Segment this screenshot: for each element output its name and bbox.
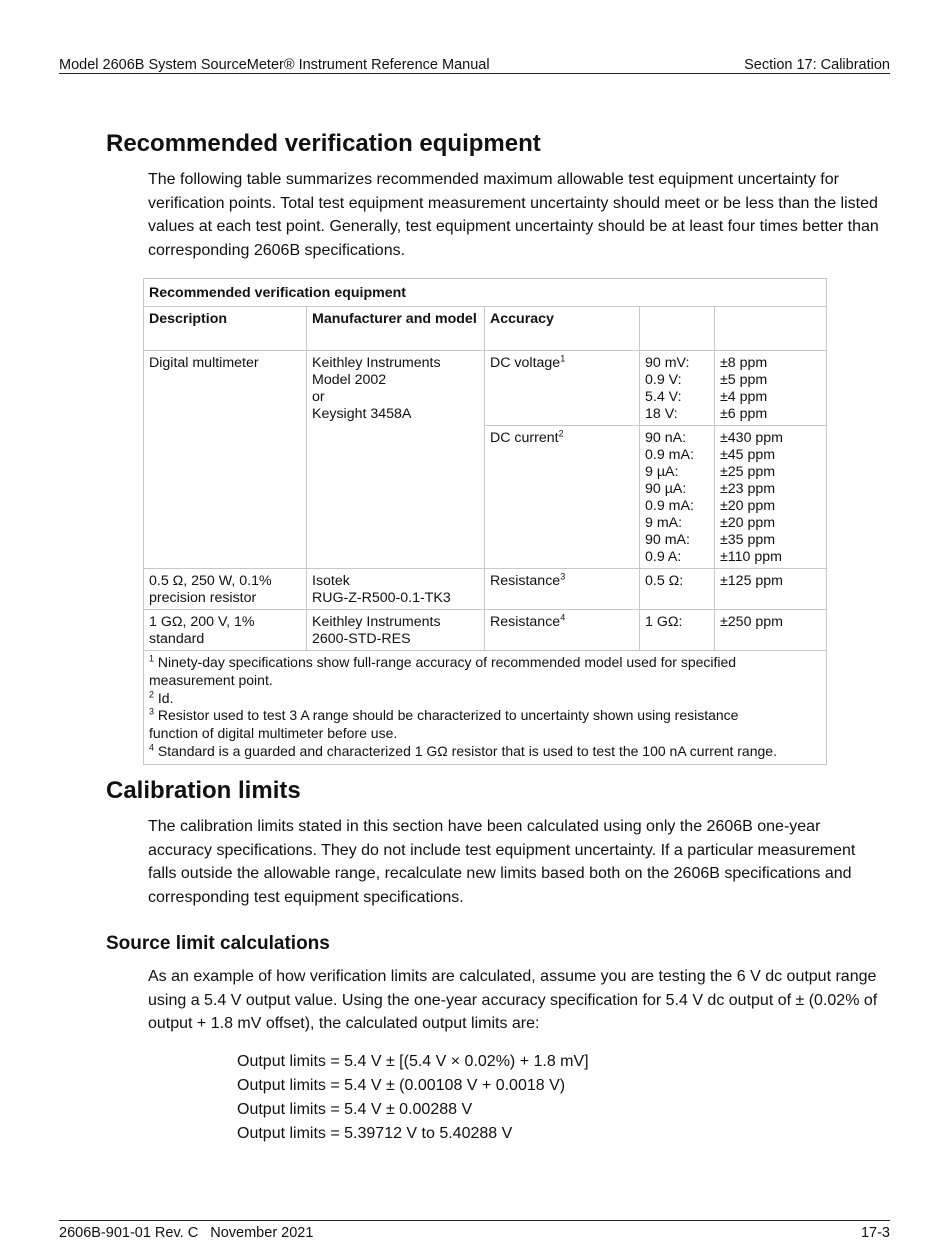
footnote-text: Ninety-day specifications show full-range accuracy of recommended model used for specified <box>157 654 737 670</box>
description-line: standard <box>149 631 205 647</box>
cell-test-points <box>640 426 715 569</box>
footnote-mark: 2 <box>149 688 155 699</box>
cell-test-points: 1 GΩ: <box>640 610 715 651</box>
cell-accuracy-type <box>485 351 640 426</box>
accuracy-label: DC voltage <box>490 355 561 371</box>
header-section: Section 17: Calibration <box>744 57 890 73</box>
page-footer <box>59 1220 890 1241</box>
model-line: RUG-Z-R500-0.1-TK3 <box>312 590 451 606</box>
cell-description: Digital multimeter <box>144 351 307 569</box>
model-line: 2600-STD-RES <box>312 631 411 647</box>
header-rule <box>59 73 890 74</box>
column-header: Accuracy <box>485 307 640 351</box>
paragraph-calibration-limits: The calibration limits stated in this section have been calculated using only the 2606B one-year accuracy specifications. They do not include test equipment uncertainty. If a particular measurement falls outside the allowable range, recalculate new limits based both on the 2606B specifications and corresponding test equipment specifications. <box>148 818 856 906</box>
footnote <box>149 654 821 690</box>
accuracy-value: ±430 ppm <box>720 430 783 446</box>
table-title-row <box>144 279 827 307</box>
paragraph-source-limit-example: As an example of how verification limits are calculated, assume you are testing the 6 V dc output range using a 5.4 V output value. Using the one-year accuracy specification for 5.4 V dc output of ± (0.02% of output + 1.8 mV offset), the calculated output limits are: <box>148 968 878 1032</box>
formula-line: Output limits = 5.4 V ± 0.00288 V <box>237 1101 473 1118</box>
test-point: 90 nA: <box>645 430 687 446</box>
column-header <box>640 307 715 351</box>
footnote <box>149 707 821 743</box>
accuracy-value: ±4 ppm <box>720 389 768 405</box>
model-line: Keithley Instruments <box>312 355 441 371</box>
footnote-text: Id. <box>157 689 174 706</box>
test-point: 0.9 mA: <box>645 498 694 514</box>
cell-accuracy-type <box>485 610 640 651</box>
table-footnotes <box>144 651 827 765</box>
test-point: 90 mV: <box>645 355 690 371</box>
footnote-text: Resistor used to test 3 A range should be characterized to uncertainty shown using resistance <box>157 707 739 724</box>
formula-line: Output limits = 5.4 V ± [(5.4 V × 0.02%) + 1.8 mV] <box>237 1053 589 1070</box>
accuracy-value: ±8 ppm <box>720 355 768 371</box>
accuracy-value: ±23 ppm <box>720 481 776 497</box>
model-line: Keithley Instruments <box>312 614 441 630</box>
description-line: 1 GΩ, 200 V, 1% <box>149 614 255 630</box>
accuracy-value: ±6 ppm <box>720 406 768 422</box>
footnote <box>149 690 821 708</box>
description-line: 0.5 Ω, 250 W, 0.1% <box>149 573 272 589</box>
footnote-ref: 4 <box>560 612 566 623</box>
test-point: 18 V: <box>645 406 678 422</box>
footnote-ref: 2 <box>558 428 564 439</box>
test-point: 90 mA: <box>645 532 690 548</box>
test-point: 0.9 mA: <box>645 447 694 463</box>
column-header: Manufacturer and model <box>307 307 485 351</box>
formula-line: Output limits = 5.39712 V to 5.40288 V <box>237 1125 513 1142</box>
footnote <box>149 743 821 761</box>
model-line: Model 2002 <box>312 372 387 388</box>
cell-description <box>144 569 307 610</box>
heading-calibration-limits: Calibration limits <box>106 777 301 804</box>
model-line: Keysight 3458A <box>312 406 412 422</box>
footer-doc-id: 2606B-901-01 Rev. C November 2021 <box>59 1225 314 1241</box>
cell-model <box>307 569 485 610</box>
footer-rule <box>59 1220 890 1221</box>
test-point: 0.9 A: <box>645 549 682 565</box>
model-line: or <box>312 389 325 405</box>
footnote-mark: 3 <box>149 706 155 717</box>
cell-accuracy-type <box>485 426 640 569</box>
accuracy-label: DC current <box>490 430 559 446</box>
description-line: precision resistor <box>149 590 257 606</box>
cell-accuracy-values: ±250 ppm <box>715 610 827 651</box>
model-line: Isotek <box>312 573 350 589</box>
cell-accuracy-values: ±125 ppm <box>715 569 827 610</box>
accuracy-label: Resistance <box>490 573 561 589</box>
test-point: 9 µA: <box>645 464 679 480</box>
test-point: 0.9 V: <box>645 372 682 388</box>
cell-test-points: 0.5 Ω: <box>640 569 715 610</box>
table-row <box>144 351 827 426</box>
column-header: Description <box>144 307 307 351</box>
accuracy-value: ±35 ppm <box>720 532 776 548</box>
page-header <box>59 57 890 74</box>
page-number: 17-3 <box>860 1225 890 1241</box>
verification-equipment-table <box>143 278 827 765</box>
footnote-mark: 1 <box>149 653 155 664</box>
footnote-ref: 1 <box>560 353 566 364</box>
table-row <box>144 569 827 610</box>
test-point: 90 µA: <box>645 481 687 497</box>
output-limit-formulas <box>237 1050 589 1146</box>
cell-model <box>307 610 485 651</box>
accuracy-value: ±20 ppm <box>720 515 776 531</box>
cell-accuracy-values <box>715 351 827 426</box>
heading-source-limit-calculations: Source limit calculations <box>106 933 330 954</box>
table-row <box>144 610 827 651</box>
accuracy-value: ±20 ppm <box>720 498 776 514</box>
paragraph-verification-intro: The following table summarizes recommended maximum allowable test equipment uncertainty for verification points. Total test equipment measurement uncertainty should meet or be less than the listed values at each test point. Generally, test equipment uncertainty should be at least four times better than corresponding 2606B specifications. <box>148 171 879 259</box>
footnote-text: Standard is a guarded and characterized 1 GΩ resistor that is used to test the 100 nA current range. <box>157 742 777 759</box>
accuracy-value: ±5 ppm <box>720 372 768 388</box>
column-header <box>715 307 827 351</box>
cell-accuracy-values <box>715 426 827 569</box>
cell-accuracy-type <box>485 569 640 610</box>
table-title: Recommended verification equipment <box>144 279 827 307</box>
footnote-ref: 3 <box>560 571 566 582</box>
cell-model <box>307 351 485 569</box>
accuracy-label: Resistance <box>490 614 561 630</box>
header-manual-title: Model 2606B System SourceMeter® Instrument Reference Manual <box>59 57 490 73</box>
test-point: 9 mA: <box>645 515 683 531</box>
table-header-row <box>144 307 827 351</box>
heading-verification-equipment: Recommended verification equipment <box>106 130 541 157</box>
accuracy-value: ±110 ppm <box>720 549 782 565</box>
cell-test-points <box>640 351 715 426</box>
accuracy-value: ±45 ppm <box>720 447 776 463</box>
test-point: 5.4 V: <box>645 389 682 405</box>
accuracy-value: ±25 ppm <box>720 464 776 480</box>
table-footnotes-row <box>144 651 827 765</box>
footnote-text: measurement point. <box>149 671 273 688</box>
footnote-text: function of digital multimeter before use. <box>149 725 398 742</box>
footnote-mark: 4 <box>149 742 155 753</box>
formula-line: Output limits = 5.4 V ± (0.00108 V + 0.0018 V) <box>237 1077 566 1094</box>
cell-description <box>144 610 307 651</box>
